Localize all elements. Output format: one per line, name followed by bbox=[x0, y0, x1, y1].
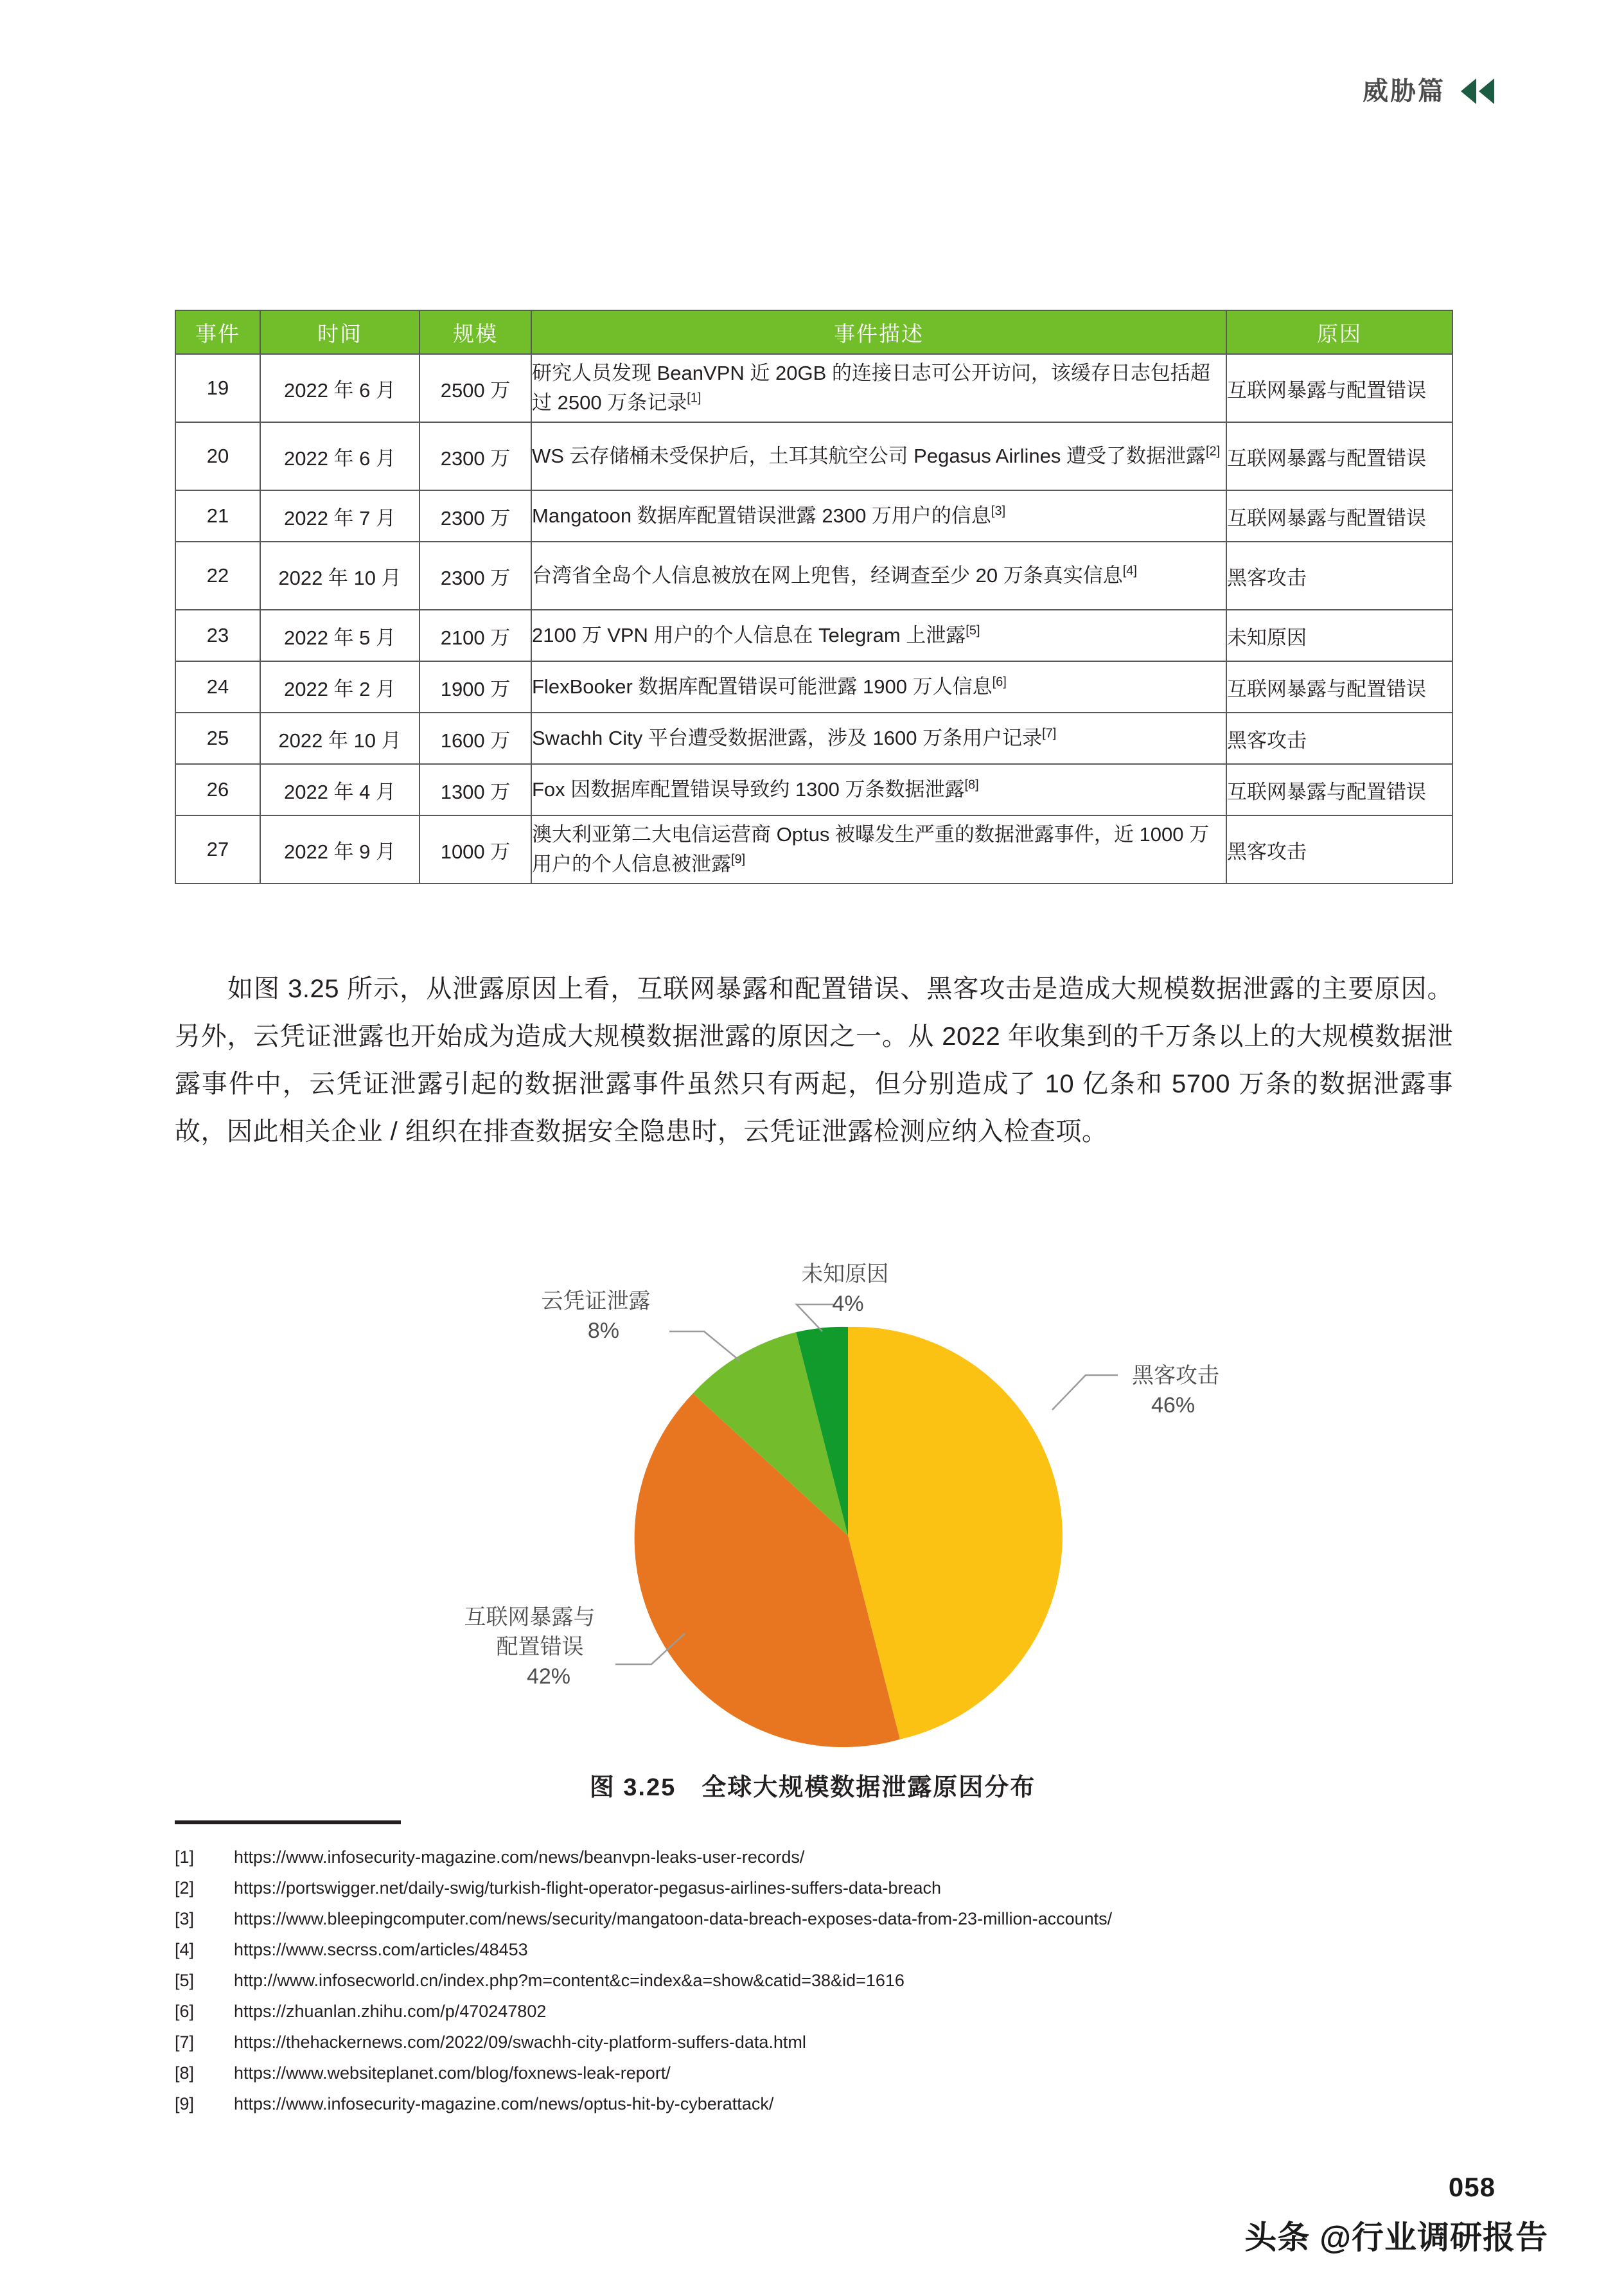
footnote-item bbox=[175, 1965, 1453, 1996]
cell-description bbox=[531, 354, 1226, 422]
footnote-url[interactable]: http://www.infosecworld.cn/index.php?m=content&c=index&a=show&catid=38&id=1616 bbox=[234, 1971, 905, 1990]
footnote-ref[interactable]: [8] bbox=[964, 778, 979, 792]
table-row bbox=[175, 815, 1452, 884]
cell-description bbox=[531, 610, 1226, 661]
cell-scale: 2300 万 bbox=[419, 542, 531, 610]
leader-line-hacker-attack bbox=[1052, 1375, 1118, 1410]
footnote-ref[interactable]: [1] bbox=[687, 391, 702, 405]
table-row bbox=[175, 713, 1452, 764]
pie-chart bbox=[173, 1240, 1452, 1761]
page-number: 058 bbox=[1448, 2172, 1496, 2202]
column-header-cause: 原因 bbox=[1226, 310, 1452, 354]
page-section-title: 威胁篇 bbox=[1363, 77, 1445, 105]
footnote-item bbox=[175, 2027, 1453, 2058]
cell-event-id: 27 bbox=[175, 815, 260, 884]
table-row bbox=[175, 542, 1452, 610]
watermark: 头条 @行业调研报告 bbox=[1244, 2219, 1548, 2255]
pie-label-cloud-credential bbox=[542, 1289, 657, 1343]
cell-cause: 互联网暴露与配置错误 bbox=[1226, 661, 1452, 713]
table-row bbox=[175, 354, 1452, 422]
cell-cause: 互联网暴露与配置错误 bbox=[1226, 354, 1452, 422]
cell-description bbox=[531, 490, 1226, 542]
footnote-ref[interactable]: [5] bbox=[966, 623, 980, 638]
description-text: Mangatoon 数据库配置错误泄露 2300 万用户的信息 bbox=[532, 504, 991, 527]
cell-cause: 黑客攻击 bbox=[1226, 815, 1452, 884]
leader-line-cloud-credential bbox=[669, 1331, 740, 1361]
description-text: Swachh City 平台遭受数据泄露，涉及 1600 万条用户记录 bbox=[532, 726, 1043, 749]
cell-time: 2022 年 6 月 bbox=[260, 354, 419, 422]
table-row bbox=[175, 661, 1452, 713]
footnote-url[interactable]: https://zhuanlan.zhihu.com/p/470247802 bbox=[234, 2002, 547, 2021]
cell-time: 2022 年 2 月 bbox=[260, 661, 419, 713]
footnote-item bbox=[175, 1996, 1453, 2027]
pie-label-hacker-attack bbox=[1132, 1364, 1225, 1418]
pie-label-internet-exposure bbox=[464, 1605, 601, 1689]
table-row bbox=[175, 610, 1452, 661]
cell-description bbox=[531, 713, 1226, 764]
footnote-item bbox=[175, 2058, 1453, 2088]
description-text: Fox 因数据库配置错误导致约 1300 万条数据泄露 bbox=[532, 778, 965, 801]
cell-scale: 1600 万 bbox=[419, 713, 531, 764]
footnote-ref[interactable]: [7] bbox=[1042, 726, 1057, 741]
cell-cause: 未知原因 bbox=[1226, 610, 1452, 661]
footnote-item bbox=[175, 1872, 1453, 1903]
cell-cause: 黑客攻击 bbox=[1226, 713, 1452, 764]
cell-scale: 1900 万 bbox=[419, 661, 531, 713]
cell-time: 2022 年 10 月 bbox=[260, 542, 419, 610]
footnote-url[interactable]: https://www.infosecurity-magazine.com/news/beanvpn-leaks-user-records/ bbox=[234, 1847, 805, 1867]
cell-event-id: 21 bbox=[175, 490, 260, 542]
pie-label-unknown-cause-name: 未知原因 bbox=[801, 1262, 889, 1286]
column-header-description: 事件描述 bbox=[531, 310, 1226, 354]
footnote-item bbox=[175, 1842, 1453, 1872]
footnote-url[interactable]: https://portswigger.net/daily-swig/turkish-flight-operator-pegasus-airlines-suffers-data-breach bbox=[234, 1878, 942, 1898]
rewind-icon bbox=[1460, 76, 1496, 107]
cell-time: 2022 年 9 月 bbox=[260, 815, 419, 884]
cell-time: 2022 年 10 月 bbox=[260, 713, 419, 764]
footnote-number: [6] bbox=[175, 2002, 195, 2021]
page-header bbox=[1363, 76, 1496, 107]
footnote-ref[interactable]: [6] bbox=[992, 675, 1007, 689]
cell-cause: 互联网暴露与配置错误 bbox=[1226, 490, 1452, 542]
table-row bbox=[175, 764, 1452, 815]
footnote-separator-rule bbox=[175, 1820, 401, 1824]
cell-description bbox=[531, 542, 1226, 610]
pie-label-internet-exposure-line1: 互联网暴露与 bbox=[464, 1605, 596, 1630]
cell-event-id: 19 bbox=[175, 354, 260, 422]
footnote-item bbox=[175, 1934, 1453, 1965]
pie-label-unknown-cause-value: 4% bbox=[832, 1292, 864, 1316]
table-row bbox=[175, 422, 1452, 490]
footnote-number: [9] bbox=[175, 2094, 195, 2113]
cell-scale: 2300 万 bbox=[419, 422, 531, 490]
figure-3-25 bbox=[173, 1240, 1452, 1806]
description-text: FlexBooker 数据库配置错误可能泄露 1900 万人信息 bbox=[532, 675, 993, 698]
pie-label-hacker-attack-value: 46% bbox=[1151, 1393, 1196, 1418]
footnote-url[interactable]: https://thehackernews.com/2022/09/swachh-city-platform-suffers-data.html bbox=[234, 2032, 806, 2052]
pie-label-hacker-attack-name: 黑客攻击 bbox=[1132, 1364, 1219, 1388]
footnote-number: [2] bbox=[175, 1878, 195, 1898]
description-text: 台湾省全岛个人信息被放在网上兜售，经调查至少 20 万条真实信息 bbox=[532, 564, 1123, 587]
description-text: 澳大利亚第二大电信运营商 Optus 被曝发生严重的数据泄露事件，近 1000 万用户的个人信息被泄露 bbox=[532, 822, 1210, 875]
cell-description bbox=[531, 661, 1226, 713]
cell-event-id: 25 bbox=[175, 713, 260, 764]
data-leak-table bbox=[175, 310, 1453, 884]
cell-scale: 2500 万 bbox=[419, 354, 531, 422]
figure-caption: 图 3.25 全球大规模数据泄露原因分布 bbox=[589, 1774, 1036, 1801]
pie-label-cloud-credential-name: 云凭证泄露 bbox=[541, 1289, 651, 1313]
cell-cause: 黑客攻击 bbox=[1226, 542, 1452, 610]
footnote-number: [5] bbox=[175, 1971, 195, 1990]
footnote-ref[interactable]: [3] bbox=[991, 504, 1006, 519]
cell-cause: 互联网暴露与配置错误 bbox=[1226, 422, 1452, 490]
column-header-time: 时间 bbox=[260, 310, 419, 354]
table-row bbox=[175, 490, 1452, 542]
description-text: 研究人员发现 BeanVPN 近 20GB 的连接日志可公开访问，该缓存日志包括超过 2500 万条记录 bbox=[532, 361, 1210, 414]
pie-label-internet-exposure-line2: 配置错误 bbox=[496, 1635, 584, 1659]
footnote-number: [8] bbox=[175, 2063, 195, 2083]
body-paragraph: 如图 3.25 所示，从泄露原因上看，互联网暴露和配置错误、黑客攻击是造成大规模数据泄露的主要原因。另外，云凭证泄露也开始成为造成大规模数据泄露的原因之一。从 2022 年收集到的千万条以上的大规模数据泄露事件中，云凭证泄露引起的数据泄露事件虽然只有两起，但分别造成了 10 亿条和 5700 万条的数据泄露事故，因此相关企业 / 组织在排查数据安全隐患时，云凭证泄露检测应纳入检查项。 bbox=[175, 975, 1453, 1146]
cell-scale: 1300 万 bbox=[419, 764, 531, 815]
cell-event-id: 26 bbox=[175, 764, 260, 815]
footnote-ref[interactable]: [2] bbox=[1205, 444, 1221, 459]
cell-time: 2022 年 5 月 bbox=[260, 610, 419, 661]
footnote-item bbox=[175, 2088, 1453, 2119]
cell-scale: 2100 万 bbox=[419, 610, 531, 661]
cell-cause: 互联网暴露与配置错误 bbox=[1226, 764, 1452, 815]
footnote-number: [4] bbox=[175, 1940, 195, 1959]
cell-event-id: 24 bbox=[175, 661, 260, 713]
cell-time: 2022 年 4 月 bbox=[260, 764, 419, 815]
footnote-url[interactable]: https://www.infosecurity-magazine.com/news/optus-hit-by-cyberattack/ bbox=[234, 2094, 774, 2113]
footnote-list bbox=[175, 1842, 1453, 2119]
footnote-number: [7] bbox=[175, 2032, 195, 2052]
cell-scale: 1000 万 bbox=[419, 815, 531, 884]
cell-description bbox=[531, 764, 1226, 815]
footnote-url[interactable]: https://www.secrss.com/articles/48453 bbox=[234, 1940, 528, 1959]
cell-event-id: 22 bbox=[175, 542, 260, 610]
footnote-number: [1] bbox=[175, 1847, 195, 1867]
description-text: 2100 万 VPN 用户的个人信息在 Telegram 上泄露 bbox=[532, 623, 966, 646]
table-header-row bbox=[175, 310, 1452, 354]
footnote-url[interactable]: https://www.bleepingcomputer.com/news/security/mangatoon-data-breach-exposes-data-from-23-million-accounts/ bbox=[234, 1909, 1113, 1928]
cell-event-id: 23 bbox=[175, 610, 260, 661]
pie-label-unknown-cause bbox=[801, 1262, 894, 1316]
footnote-number: [3] bbox=[175, 1909, 195, 1928]
data-leak-table-container bbox=[175, 310, 1452, 884]
footnote-ref[interactable]: [9] bbox=[731, 852, 746, 867]
footnote-url[interactable]: https://www.websiteplanet.com/blog/foxnews-leak-report/ bbox=[234, 2063, 671, 2083]
cell-scale: 2300 万 bbox=[419, 490, 531, 542]
cell-event-id: 20 bbox=[175, 422, 260, 490]
footnote-ref[interactable]: [4] bbox=[1122, 564, 1137, 578]
description-text: WS 云存储桶未受保护后，土耳其航空公司 Pegasus Airlines 遭受了数据泄露 bbox=[532, 444, 1206, 467]
pie-label-cloud-credential-value: 8% bbox=[587, 1319, 619, 1343]
cell-time: 2022 年 6 月 bbox=[260, 422, 419, 490]
cell-time: 2022 年 7 月 bbox=[260, 490, 419, 542]
cell-description bbox=[531, 815, 1226, 884]
cell-description bbox=[531, 422, 1226, 490]
footnote-item bbox=[175, 1903, 1453, 1934]
pie-label-internet-exposure-value: 42% bbox=[526, 1664, 570, 1689]
column-header-scale: 规模 bbox=[419, 310, 531, 354]
column-header-event-id: 事件 bbox=[175, 310, 260, 354]
